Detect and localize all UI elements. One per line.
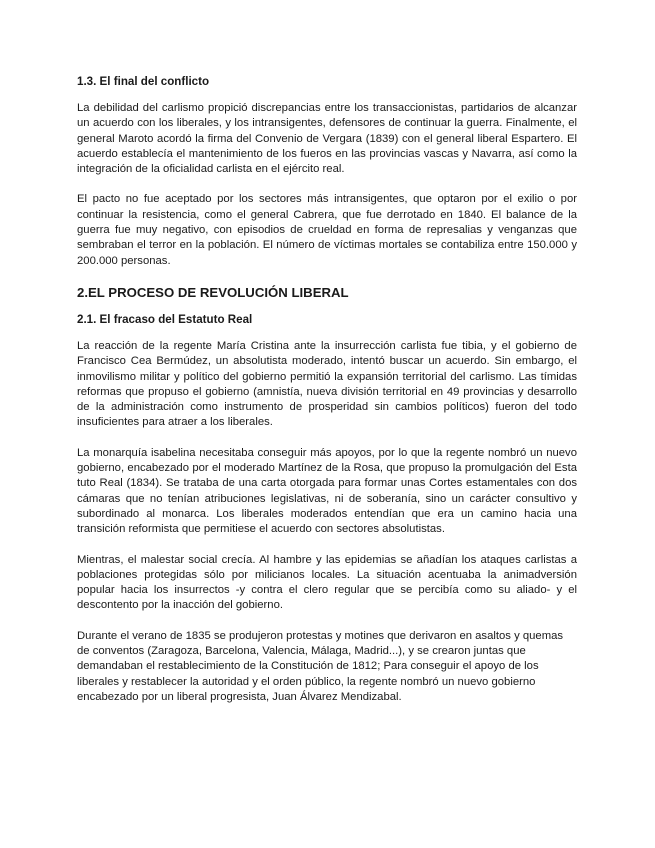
section-heading-1-3: 1.3. El final del conflicto <box>77 75 210 88</box>
section-heading-2: 2.EL PROCESO DE REVOLUCIÓN LIBERAL <box>77 284 349 300</box>
paragraph: El pacto no fue aceptado por los sectores más intransigentes, que optaron por el exilio o por continuar la resistencia, como el general Cabrera, que fue derrotado en 1840. El balance de la guerra fue muy negativo, con episodios de crueldad en forma de represalias y venganzas que sembraban el terror en la población. El número de víctimas mortales se contabiliza entre 150.000 y 200.000 personas. <box>77 193 577 267</box>
paragraph: Durante el verano de 1835 se produjeron protestas y motines que derivaron en asaltos y quemas de conventos (Zaragoza, Barcelona, Valencia, Málaga, Madrid...), y se crearon juntas que demandaban el restablecimiento de la Constitución de 1812; Para conseguir el apoyo de los liberales y restablecer la autoridad y el orden público, la regente nombró un nuevo gobierno encabezado por un liberal progresista, Juan Álvarez Mendizabal. <box>77 629 564 703</box>
paragraph: La monarquía isabelina necesitaba conseguir más apoyos, por lo que la regente nombró un nuevo gobierno, encabezado por el moderado Martínez de la Rosa, que propuso la promulgación del Esta tuto Real (1834). Se trataba de una carta otorgada para formar unas Cortes estamentales con dos cámaras que no tenían atribuciones legislativas, ni de soberanía, sino un carácter consultivo y subordinado al monarca. Los liberales moderados entendían que era un camino hacia una transición reformista que permitiese el acuerdo con sectores absolutistas. <box>77 446 577 536</box>
paragraph: La reacción de la regente María Cristina ante la insurrección carlista fue tibia, y el gobierno de Francisco Cea Bermúdez, un absolutista moderado, intentó buscar un acuerdo. Sin embargo, el inmovilismo militar y político del gobierno permitió la expansión territorial del carlismo. Las tímidas reformas que propuso el gobierno (amnistía, nueva división territorial en 49 provincias y desarrollo de la administración como instrumento de prosperidad sin cambios políticos) fueron del todo insuficientes para atraer a los liberales. <box>77 339 577 429</box>
document-page <box>77 74 577 720</box>
paragraph: La debilidad del carlismo propició discrepancias entre los transaccionistas, partidarios de alcanzar un acuerdo con los liberales, y los intransigentes, defensores de continuar la guerra. Finalmente, el general Maroto acordó la firma del Convenio de Vergara (1839) con el general liberal Espartero. El acuerdo establecía el mantenimiento de los fueros en las provincias vascas y Navarra, así como la integración de la oficialidad carlista en el ejército real. <box>77 102 577 176</box>
section-heading-2-1: 2.1. El fracaso del Estatuto Real <box>77 312 253 326</box>
paragraph: Mientras, el malestar social crecía. Al hambre y las epidemias se añadían los ataques carlistas a poblaciones protegidas sólo por milicianos locales. La situación acentuaba la animadversión popular hacia los insurrectos -y contra el clero regular que se percibía como su aliado- y el descontento por la inacción del gobierno. <box>77 553 577 612</box>
